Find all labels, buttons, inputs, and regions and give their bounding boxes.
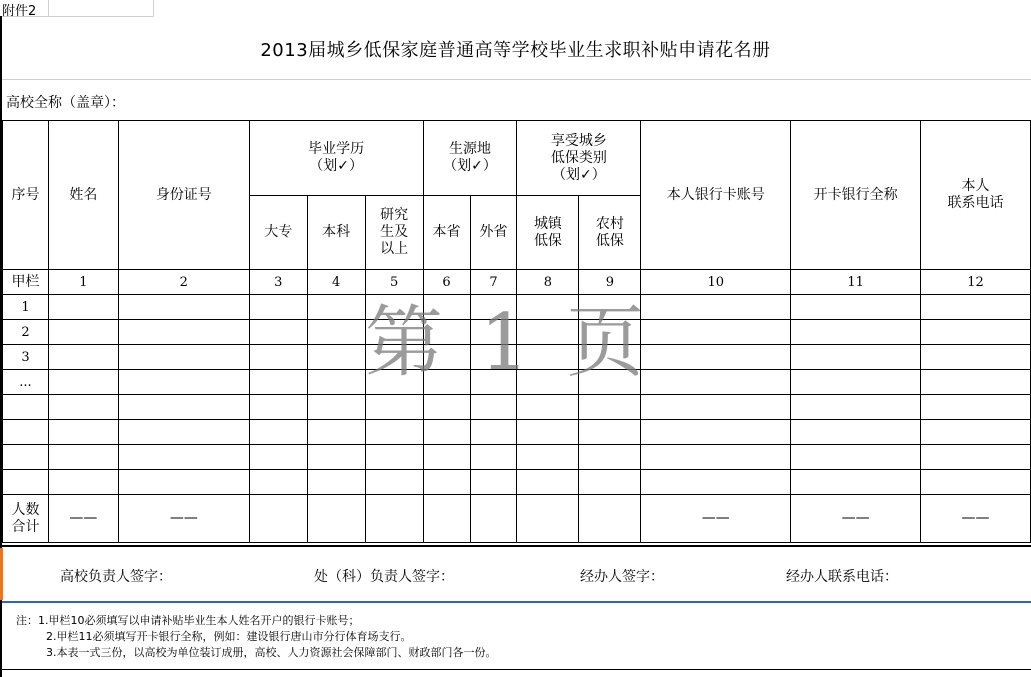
total-name-dash: —— [48, 495, 118, 543]
table-cell[interactable] [118, 395, 249, 420]
title-divider [2, 79, 1031, 80]
page-break-line [2, 601, 1031, 603]
table-cell[interactable] [579, 420, 641, 445]
table-cell[interactable] [470, 345, 517, 370]
column-number-cell: 5 [365, 270, 423, 295]
column-number-cell: 10 [641, 270, 791, 295]
table-cell[interactable] [921, 345, 1031, 370]
total-phone-dash: —— [921, 495, 1031, 543]
row-number: 2 [3, 320, 49, 345]
column-number-cell: 12 [921, 270, 1031, 295]
table-cell[interactable] [517, 420, 579, 445]
attachment-label: 附件2 [2, 4, 37, 19]
header-dibao-rural: 农村 低保 [579, 196, 641, 270]
column-number-cell: 6 [423, 270, 470, 295]
column-number-cell: 9 [579, 270, 641, 295]
table-cell[interactable] [470, 320, 517, 345]
table-cell[interactable] [249, 445, 307, 470]
handler-phone-label: 经办人联系电话： [786, 569, 898, 585]
table-cell[interactable] [517, 470, 579, 495]
table-row [3, 370, 1031, 395]
table-cell[interactable] [791, 345, 921, 370]
table-cell[interactable] [48, 320, 118, 345]
applicant-table [2, 120, 1031, 543]
table-cell[interactable] [365, 345, 423, 370]
table-cell[interactable] [517, 370, 579, 395]
table-cell[interactable] [791, 470, 921, 495]
table-cell[interactable] [921, 420, 1031, 445]
table-cell[interactable] [423, 370, 470, 395]
table-cell[interactable] [517, 345, 579, 370]
header-dibao: 享受城乡 低保类别 （划✓） [517, 121, 641, 196]
table-cell[interactable] [48, 370, 118, 395]
table-cell[interactable] [307, 370, 365, 395]
handler-signature-label: 经办人签字： [580, 569, 664, 585]
table-cell[interactable] [48, 445, 118, 470]
table-cell[interactable] [118, 445, 249, 470]
table-row [3, 445, 1031, 470]
table-cell[interactable] [365, 370, 423, 395]
table-cell[interactable] [307, 445, 365, 470]
table-cell[interactable] [365, 295, 423, 320]
row-number [3, 395, 49, 420]
table-cell[interactable] [579, 470, 641, 495]
header-origin-local: 本省 [423, 196, 470, 270]
table-cell[interactable] [365, 470, 423, 495]
table-cell[interactable] [641, 395, 791, 420]
table-cell[interactable] [249, 370, 307, 395]
spreadsheet-cell [48, 0, 119, 16]
table-cell[interactable] [423, 320, 470, 345]
table-cell[interactable] [470, 495, 517, 543]
total-id-dash: —— [118, 495, 249, 543]
table-cell[interactable] [307, 395, 365, 420]
table-cell[interactable] [791, 320, 921, 345]
table-cell[interactable] [118, 320, 249, 345]
header-origin: 生源地 （划✓） [423, 121, 517, 196]
table-cell[interactable] [579, 445, 641, 470]
column-number-cell: 7 [470, 270, 517, 295]
table-cell[interactable] [48, 295, 118, 320]
table-cell[interactable] [249, 395, 307, 420]
table-cell[interactable] [365, 320, 423, 345]
notes [16, 613, 497, 661]
bottom-border [2, 669, 1031, 670]
table-cell[interactable] [307, 420, 365, 445]
table-cell[interactable] [641, 295, 791, 320]
table-cell[interactable] [423, 345, 470, 370]
table-cell[interactable] [579, 395, 641, 420]
table-cell[interactable] [517, 295, 579, 320]
table-cell[interactable] [579, 320, 641, 345]
row-number [3, 420, 49, 445]
table-cell[interactable] [307, 320, 365, 345]
column-number-cell: 8 [517, 270, 579, 295]
table-cell[interactable] [307, 295, 365, 320]
table-cell[interactable] [48, 345, 118, 370]
column-number-cell: 11 [791, 270, 921, 295]
dept-head-signature-label: 处（科）负责人签字： [314, 569, 454, 585]
table-cell[interactable] [579, 295, 641, 320]
table-cell[interactable] [641, 345, 791, 370]
total-label: 人数 合计 [3, 495, 49, 543]
table-cell[interactable] [921, 470, 1031, 495]
header-phone: 本人 联系电话 [921, 121, 1031, 270]
school-head-signature-label: 高校负责人签字： [60, 569, 172, 585]
table-cell[interactable] [423, 470, 470, 495]
table-cell[interactable] [579, 370, 641, 395]
table-cell[interactable] [791, 295, 921, 320]
page-watermark: 第 1 页 [365, 298, 651, 388]
table-cell[interactable] [517, 495, 579, 543]
table-cell[interactable] [921, 320, 1031, 345]
row-number [3, 470, 49, 495]
column-number-cell: 4 [307, 270, 365, 295]
signature-divider [2, 545, 1031, 547]
table-cell[interactable] [118, 295, 249, 320]
table-row [3, 320, 1031, 345]
table-row [3, 295, 1031, 320]
table-cell[interactable] [249, 495, 307, 543]
table-cell[interactable] [470, 470, 517, 495]
header-id: 身份证号 [118, 121, 249, 270]
table-cell[interactable] [791, 445, 921, 470]
total-row [3, 495, 1031, 543]
table-cell[interactable] [307, 470, 365, 495]
table-cell[interactable] [641, 320, 791, 345]
row-number: ... [3, 370, 49, 395]
header-seq: 序号 [3, 121, 49, 270]
table-cell[interactable] [579, 345, 641, 370]
table-cell[interactable] [641, 420, 791, 445]
school-name-label: 高校全称（盖章）： [6, 95, 125, 111]
table-cell[interactable] [921, 445, 1031, 470]
table-row [3, 345, 1031, 370]
table-cell[interactable] [249, 320, 307, 345]
selection-marker [0, 548, 3, 600]
table-cell[interactable] [48, 395, 118, 420]
table-cell[interactable] [48, 420, 118, 445]
total-bank-account-dash: —— [641, 495, 791, 543]
row-number: 1 [3, 295, 49, 320]
table-cell[interactable] [517, 395, 579, 420]
table-cell[interactable] [423, 495, 470, 543]
table-cell[interactable] [249, 470, 307, 495]
column-number-row [3, 270, 1031, 295]
table-cell[interactable] [249, 295, 307, 320]
table-cell[interactable] [470, 395, 517, 420]
table-cell[interactable] [249, 345, 307, 370]
table-row [3, 395, 1031, 420]
header-bank-account: 本人银行卡账号 [641, 121, 791, 270]
table-cell[interactable] [921, 395, 1031, 420]
table-cell[interactable] [307, 495, 365, 543]
note-item: 3.本表一式三份，以高校为单位装订成册，高校、人力资源社会保障部门、财政部门各一份。 [46, 646, 497, 659]
table-cell[interactable] [365, 495, 423, 543]
header-edu-grad: 研究 生及 以上 [365, 196, 423, 270]
table-row [3, 420, 1031, 445]
table-cell[interactable] [791, 370, 921, 395]
table-cell[interactable] [921, 370, 1031, 395]
column-number-cell: 甲栏 [3, 270, 49, 295]
header-edu-bachelor: 本科 [307, 196, 365, 270]
table-cell[interactable] [791, 395, 921, 420]
table-cell[interactable] [118, 345, 249, 370]
form-title: 2013届城乡低保家庭普通高等学校毕业生求职补贴申请花名册 [260, 40, 771, 61]
header-name: 姓名 [48, 121, 118, 270]
table-cell[interactable] [470, 295, 517, 320]
table-cell[interactable] [517, 445, 579, 470]
table-cell[interactable] [118, 420, 249, 445]
table-cell[interactable] [423, 445, 470, 470]
table-cell[interactable] [365, 445, 423, 470]
table-cell[interactable] [579, 495, 641, 543]
header-education: 毕业学历 （划✓） [249, 121, 423, 196]
header-edu-junior: 大专 [249, 196, 307, 270]
table-cell[interactable] [641, 445, 791, 470]
column-number-cell: 1 [48, 270, 118, 295]
table-cell[interactable] [470, 420, 517, 445]
column-number-cell: 3 [249, 270, 307, 295]
header-origin-other: 外省 [470, 196, 517, 270]
table-cell[interactable] [423, 395, 470, 420]
table-cell[interactable] [118, 370, 249, 395]
table-cell[interactable] [48, 470, 118, 495]
table-cell[interactable] [517, 320, 579, 345]
table-cell[interactable] [641, 370, 791, 395]
note-item: 2.甲栏11必须填写开卡银行全称，例如：建设银行唐山市分行体育场支行。 [46, 630, 412, 643]
table-cell[interactable] [470, 445, 517, 470]
table-cell[interactable] [791, 420, 921, 445]
table-cell[interactable] [921, 295, 1031, 320]
table-cell[interactable] [118, 470, 249, 495]
table-row [3, 470, 1031, 495]
table-cell[interactable] [365, 395, 423, 420]
header-bank-name: 开卡银行全称 [791, 121, 921, 270]
table-cell[interactable] [307, 345, 365, 370]
row-number: 3 [3, 345, 49, 370]
note-item: 注：1.甲栏10必须填写以申请补贴毕业生本人姓名开户的银行卡账号； [16, 614, 360, 627]
row-number [3, 445, 49, 470]
column-number-cell: 2 [118, 270, 249, 295]
total-bank-name-dash: —— [791, 495, 921, 543]
header-dibao-urban: 城镇 低保 [517, 196, 579, 270]
table-cell[interactable] [423, 420, 470, 445]
table-cell[interactable] [470, 370, 517, 395]
table-cell[interactable] [641, 470, 791, 495]
table-cell[interactable] [249, 420, 307, 445]
table-cell[interactable] [423, 295, 470, 320]
table-cell[interactable] [365, 420, 423, 445]
